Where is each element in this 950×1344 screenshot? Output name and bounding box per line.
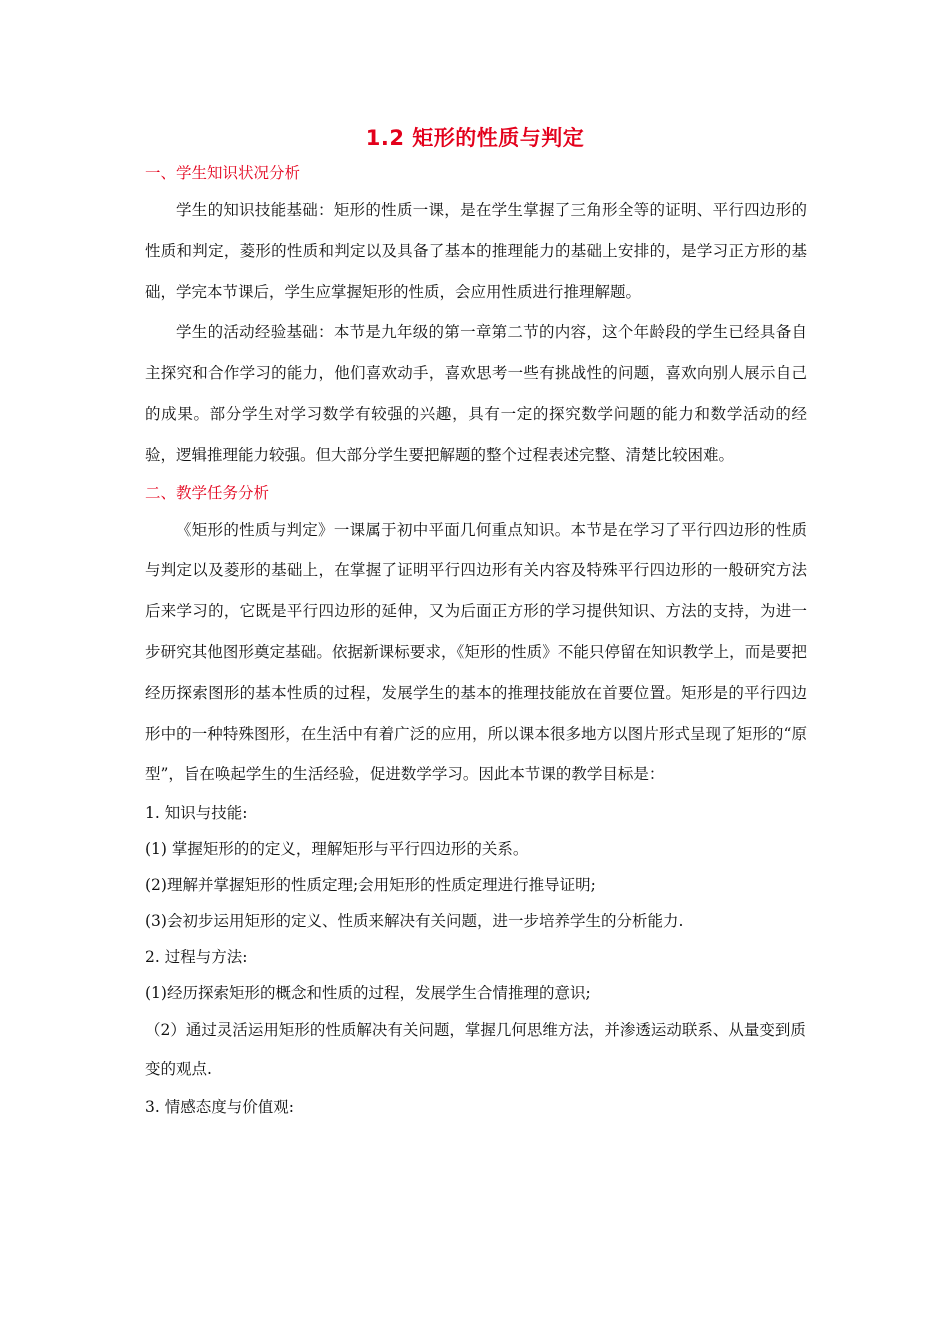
objective-item: (2)理解并掌握矩形的性质定理;会用矩形的性质定理进行推导证明; — [145, 876, 596, 895]
objective-item: (1)经历探索矩形的概念和性质的过程，发展学生合情推理的意识; — [145, 984, 591, 1003]
paragraph-knowledge-basis: 学生的知识技能基础：矩形的性质一课，是在学生掌握了三角形全等的证明、平行四边形的性质和判定，菱形的性质和判定以及具备了基本的推理能力的基础上安排的，是学习正方形的基础，学完本节课后，学生应掌握矩形的性质，会应用性质进行推理解题。 — [145, 201, 807, 301]
objective-heading-process: 2. 过程与方法: — [145, 948, 248, 967]
section-heading-student-analysis: 一、学生知识状况分析 — [145, 164, 301, 182]
objective-item: （2）通过灵活运用矩形的性质解决有关问题，掌握几何思维方法，并渗透运动联系、从量变到质变的观点. — [145, 1021, 806, 1079]
section-heading-task-analysis: 二、教学任务分析 — [145, 483, 270, 502]
document-body — [145, 160, 807, 1125]
paragraph-activity-basis: 学生的活动经验基础：本节是九年级的第一章第二节的内容，这个年龄段的学生已经具备自主探究和合作学习的能力，他们喜欢动手，喜欢思考一些有挑战性的问题，喜欢向别人展示自己的成果。部分学生对学习数学有较强的兴趣，具有一定的探究数学问题的能力和数学活动的经验，逻辑推理能力较强。但大部分学生要把解题的整个过程表述完整、清楚比较困难。 — [145, 323, 807, 464]
objective-heading-knowledge: 1. 知识与技能: — [145, 804, 248, 823]
page-title: 1.2 矩形的性质与判定 — [365, 126, 585, 150]
objective-item: (1) 掌握矩形的的定义，理解矩形与平行四边形的关系。 — [145, 840, 529, 859]
objective-item: (3)会初步运用矩形的定义、性质来解决有关问题，进一步培养学生的分析能力. — [145, 912, 684, 931]
objective-heading-emotion: 3. 情感态度与价值观: — [145, 1098, 294, 1117]
paragraph-task-analysis: 《矩形的性质与判定》一课属于初中平面几何重点知识。本节是在学习了平行四边形的性质与判定以及菱形的基础上，在掌握了证明平行四边形有关内容及特殊平行四边形的一般研究方法后来学习的，它既是平行四边形的延伸，又为后面正方形的学习提供知识、方法的支持，为进一步研究其他图形奠定基础。依据新课标要求，《矩形的性质》不能只停留在知识教学上，而是要把经历探索图形的基本性质的过程，发展学生的基本的推理技能放在首要位置。矩形是的平行四边形中的一种特殊图形，在生活中有着广泛的应用，所以课本很多地方以图片形式呈现了矩形的“原型”，旨在唤起学生的生活经验，促进数学学习。因此本节课的教学目标是： — [145, 520, 807, 784]
